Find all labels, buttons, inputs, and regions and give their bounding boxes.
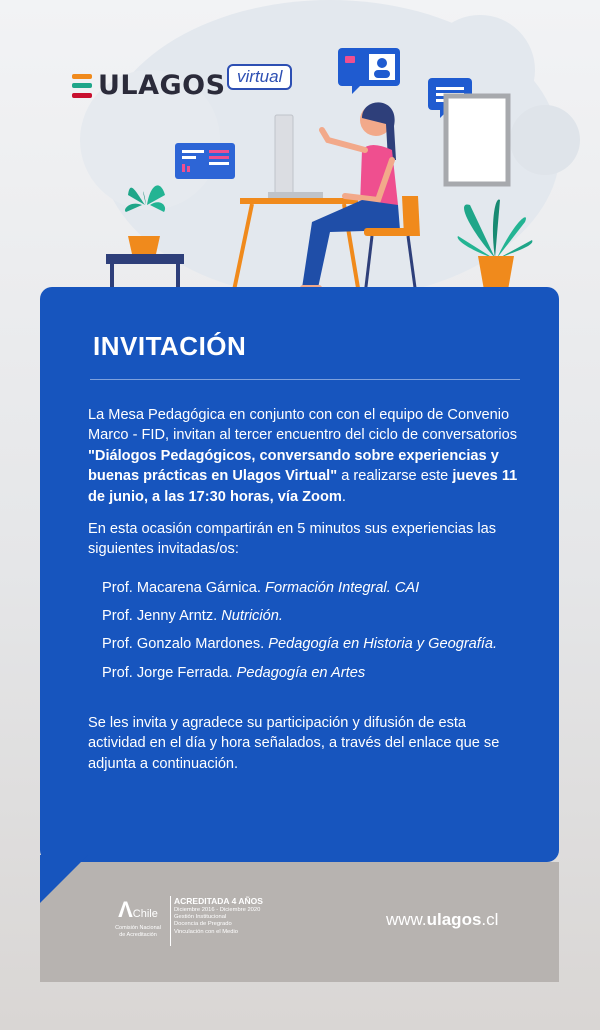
intro-text-2: a realizarse este (337, 468, 453, 485)
event-datetime: jueves 11 de junio, a las 17:30 horas, vía Zoom (88, 468, 518, 505)
occasion-paragraph: En esta ocasión compartirán en 5 minutos sus experiencias las siguientes invitadas/os: (88, 521, 497, 558)
logo-flag-icon (72, 74, 92, 98)
logo-text: ULAGOS (98, 70, 226, 101)
speaker-list (102, 578, 518, 683)
event-name: "Diálogos Pedagógicos, conversando sobre experiencias y buenas prácticas en Ulagos Virtual" (88, 447, 499, 485)
intro-paragraph (88, 405, 518, 507)
list-item: Prof. Macarena Gárnica. Formación Integral. CAI (102, 579, 420, 596)
footer (40, 862, 559, 982)
dashboard-card-icon (175, 143, 235, 179)
title-divider (90, 379, 520, 380)
closing-paragraph: Se les invita y agradece su participación y difusión de esta actividad en el día y hora señalados, a través del enlace que se adjunta a continuación. (88, 714, 500, 772)
accreditation-divider (170, 896, 171, 946)
website-link[interactable]: www.ulagos.cl (386, 910, 499, 929)
window-frame (446, 96, 508, 184)
accreditation-logo: ΛChile Comisión Nacional de Acreditación (108, 899, 168, 939)
accreditation-title: ACREDITADA 4 AÑOS (174, 896, 263, 906)
list-item: Prof. Jenny Arntz. Nutrición. (102, 608, 283, 625)
card-title: INVITACIÓN (93, 331, 247, 361)
list-item: Prof. Jorge Ferrada. Pedagogía en Artes (102, 664, 366, 681)
card-body (88, 405, 518, 786)
card-corner-accent (40, 855, 88, 903)
accreditation-text: ACREDITADA 4 AÑOS Diciembre 2016 - Diciembre 2020 Gestión Institucional Docencia de Pregrado Vinculación con el Medio (174, 896, 263, 935)
intro-text-1: La Mesa Pedagógica en conjunto con con el equipo de Convenio Marco - FID, invitan al tercer encuentro del ciclo de conversatorios (88, 407, 518, 444)
list-item: Prof. Gonzalo Mardones. Pedagogía en Historia y Geografía. (102, 636, 498, 653)
invitation-card (40, 287, 559, 862)
cna-chile-icon: ΛChile (118, 897, 158, 922)
ulagos-logo (72, 67, 283, 101)
logo-virtual-tag: virtual (227, 64, 292, 90)
intro-text-3: . (341, 488, 346, 505)
accreditation-dates: Diciembre 2016 - Diciembre 2020 (174, 907, 261, 913)
workspace-illustration (0, 0, 600, 310)
